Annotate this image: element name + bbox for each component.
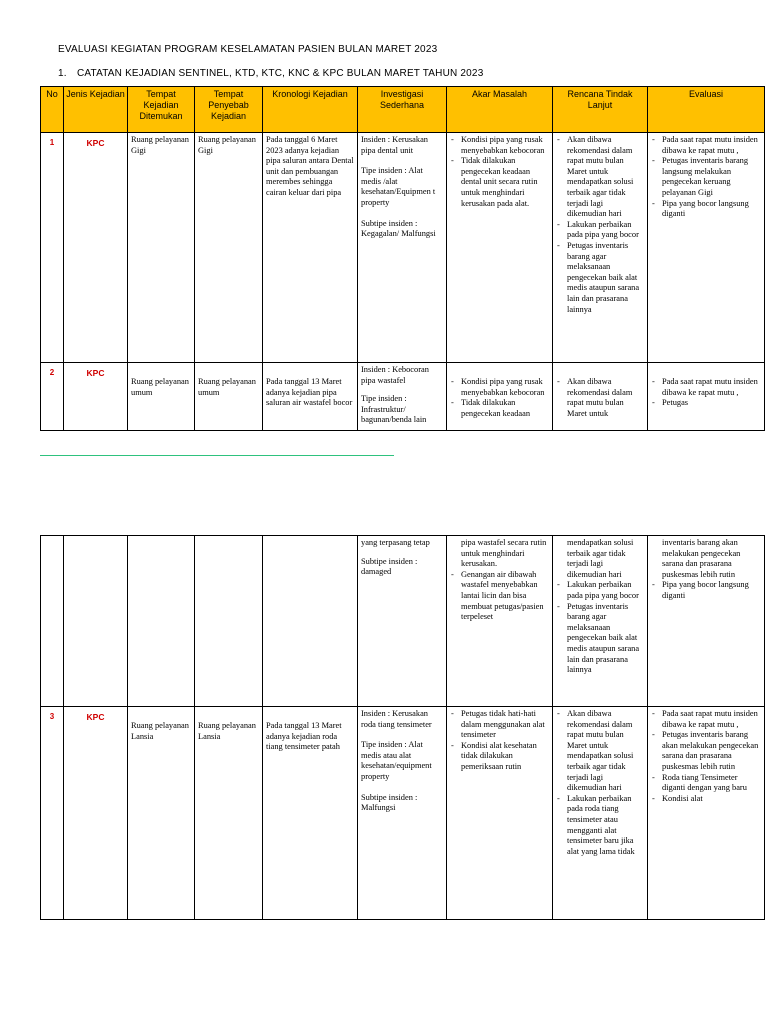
header-investigasi: Investigasi Sederhana (358, 87, 447, 133)
chronology: Pada tanggal 13 Maret adanya kejadian roda tiang tensimeter patah (263, 707, 358, 920)
follow-up-plan (553, 363, 648, 431)
table-row (41, 363, 765, 431)
list-item: - Petugas (651, 398, 761, 409)
row-number: 1 (41, 133, 64, 363)
incident-type: KPC (64, 363, 128, 431)
list-item: - Pada saat rapat mutu insiden dibawa ke rapat mutu , (651, 709, 761, 730)
found-location: Ruang pelayanan Gigi (128, 133, 195, 363)
table-header-row (41, 87, 765, 133)
list-item: - Pada saat rapat mutu insiden dibawa ke rapat mutu , (651, 135, 761, 156)
header-jenis-kejadian: Jenis Kejadian (64, 87, 128, 133)
evaluation (648, 363, 765, 431)
section-number: 1. (58, 68, 67, 79)
investigation-continued: yang terpasang tetap (361, 538, 430, 547)
plan-continued: mendapatkan solusi terbaik agar tidak terjadi lagi dikemudian hari (567, 538, 634, 579)
chronology: Pada tanggal 13 Maret adanya kejadian pipa saluran air wastafel bocor (263, 363, 358, 431)
list-item: - Kondisi alat (651, 794, 761, 805)
list-item: - Pipa yang bocor langsung diganti (651, 199, 761, 220)
incident-table-page1 (40, 86, 765, 431)
list-item: - Lakukan perbaikan pada pipa yang bocor (556, 220, 644, 241)
header-tempat-ditemukan: Tempat Kejadian Ditemukan (128, 87, 195, 133)
investigation-subtype: Subtipe insiden : Kegagalan/ Malfungsi (361, 218, 436, 239)
cause-location: Ruang pelayanan umum (195, 363, 263, 431)
root-cause-continued: pipa wastafel secara rutin untuk menghindari kerusakan. (461, 538, 547, 569)
row-number: 2 (41, 363, 64, 431)
header-evaluasi: Evaluasi (648, 87, 765, 133)
chronology: Pada tanggal 6 Maret 2023 adanya kejadian pipa saluran antara Dental unit dan pembuangan merembes sehingga cairan keluar dari pipa (263, 133, 358, 363)
investigation-type: Tipe insiden : Alat medis /alat kesehatan/Equipmen t property (361, 166, 436, 207)
incident-type: KPC (64, 133, 128, 363)
header-no: No (41, 87, 64, 133)
root-cause (447, 133, 553, 363)
list-item: - Akan dibawa rekomendasi dalam rapat mutu bulan Maret untuk mendapatkan solusi terbaik agar tidak terjadi lagi dikemudian hari (556, 709, 644, 794)
investigation (358, 133, 447, 363)
list-item: - Pipa yang bocor langsung diganti (651, 580, 761, 601)
investigation-incident: Insiden : Kerusakan roda tiang tensimeter (361, 709, 432, 729)
evaluation (648, 707, 765, 920)
evaluation-continued: inventaris barang akan melakukan pengecekan sarana dan prasarana puskesmas lebih rutin (662, 538, 741, 579)
list-item: - Petugas inventaris barang akan melakukan pengecekan sarana dan prasarana puskesmas lebih rutin (651, 730, 761, 772)
investigation (358, 707, 447, 920)
investigation-type: Tipe insiden : Infrastruktur/ bagunan/benda lain (361, 394, 427, 425)
document-title: EVALUASI KEGIATAN PROGRAM KESELAMATAN PASIEN BULAN MARET 2023 (58, 44, 438, 55)
page-break-line (40, 455, 394, 456)
incident-type: KPC (64, 707, 128, 920)
list-item: - Kondisi pipa yang rusak menyebabkan kebocoran (450, 377, 549, 398)
investigation-subtype: Subtipe insiden : Malfungsi (361, 792, 418, 813)
list-item: - Tidak dilakukan pengecekan keadaan dental unit secara rutin untuk menghindari kerusakan pada alat. (450, 156, 549, 209)
incident-table-page2 (40, 535, 765, 920)
row-number: 3 (41, 707, 64, 920)
investigation-incident: Insiden : Kerusakan pipa dental unit (361, 135, 428, 155)
root-cause (447, 707, 553, 920)
investigation-subtype: Subtipe insiden : damaged (361, 556, 418, 577)
follow-up-plan (553, 536, 648, 707)
table-row (41, 133, 765, 363)
list-item: - Tidak dilakukan pengecekan keadaan (450, 398, 549, 419)
root-cause (447, 536, 553, 707)
table-row (41, 536, 765, 707)
header-tempat-penyebab: Tempat Penyebab Kejadian (195, 87, 263, 133)
found-location: Ruang pelayanan umum (128, 363, 195, 431)
investigation-type: Tipe insiden : Alat medis atau alat kesehatan/equipment property (361, 740, 432, 781)
investigation (358, 363, 447, 431)
list-item: - Akan dibawa rekomendasi dalam rapat mutu bulan Maret untuk mendapatkan solusi terbaik agar tidak terjadi lagi dikemudian hari (556, 135, 644, 220)
cause-location: Ruang pelayanan Gigi (195, 133, 263, 363)
found-location: Ruang pelayanan Lansia (128, 707, 195, 920)
section-heading (58, 68, 483, 79)
investigation-incident: Insiden : Kebocoran pipa wastafel (361, 365, 429, 385)
header-kronologi: Kronologi Kejadian (263, 87, 358, 133)
investigation (358, 536, 447, 707)
root-cause (447, 363, 553, 431)
table-row (41, 707, 765, 920)
section-title: CATATAN KEJADIAN SENTINEL, KTD, KTC, KNC & KPC BULAN MARET TAHUN 2023 (76, 68, 484, 79)
list-item: - Petugas tidak hati-hati dalam menggunakan alat tensimeter (450, 709, 549, 741)
list-item: - Genangan air dibawah wastafel menyebabkan lantai licin dan bisa membuat petugas/pasien terpeleset (450, 570, 549, 623)
follow-up-plan (553, 133, 648, 363)
list-item: - Petugas inventaris barang agar melaksanaan pengecekan baik alat medis ataupun sarana lain dan prasarana lainnya (556, 241, 644, 315)
list-item: - Lakukan perbaikan pada pipa yang bocor (556, 580, 644, 601)
list-item: - Petugas inventaris barang agar melaksanaan pengecekan baik alat medis ataupun sarana lain dan prasarana lainnya (556, 602, 644, 676)
list-item: - Petugas inventaris barang langsung melakukan pengecekan keruang pelayanan Gigi (651, 156, 761, 198)
header-rencana: Rencana Tindak Lanjut (553, 87, 648, 133)
evaluation (648, 536, 765, 707)
list-item: - Roda tiang Tensimeter diganti dengan yang baru (651, 773, 761, 794)
list-item: - Pada saat rapat mutu insiden dibawa ke rapat mutu , (651, 377, 761, 398)
list-item: - Kondisi alat kesehatan tidak dilakukan pemeriksaan rutin (450, 741, 549, 773)
list-item: - Lakukan perbaikan pada roda tiang tensimeter atau mengganti alat tensimeter baru jika alat yang lama tidak (556, 794, 644, 858)
list-item: - Kondisi pipa yang rusak menyebabkan kebocoran (450, 135, 549, 156)
evaluation (648, 133, 765, 363)
cause-location: Ruang pelayanan Lansia (195, 707, 263, 920)
list-item: - Akan dibawa rekomendasi dalam rapat mutu bulan Maret untuk (556, 377, 644, 419)
follow-up-plan (553, 707, 648, 920)
header-akar-masalah: Akar Masalah (447, 87, 553, 133)
